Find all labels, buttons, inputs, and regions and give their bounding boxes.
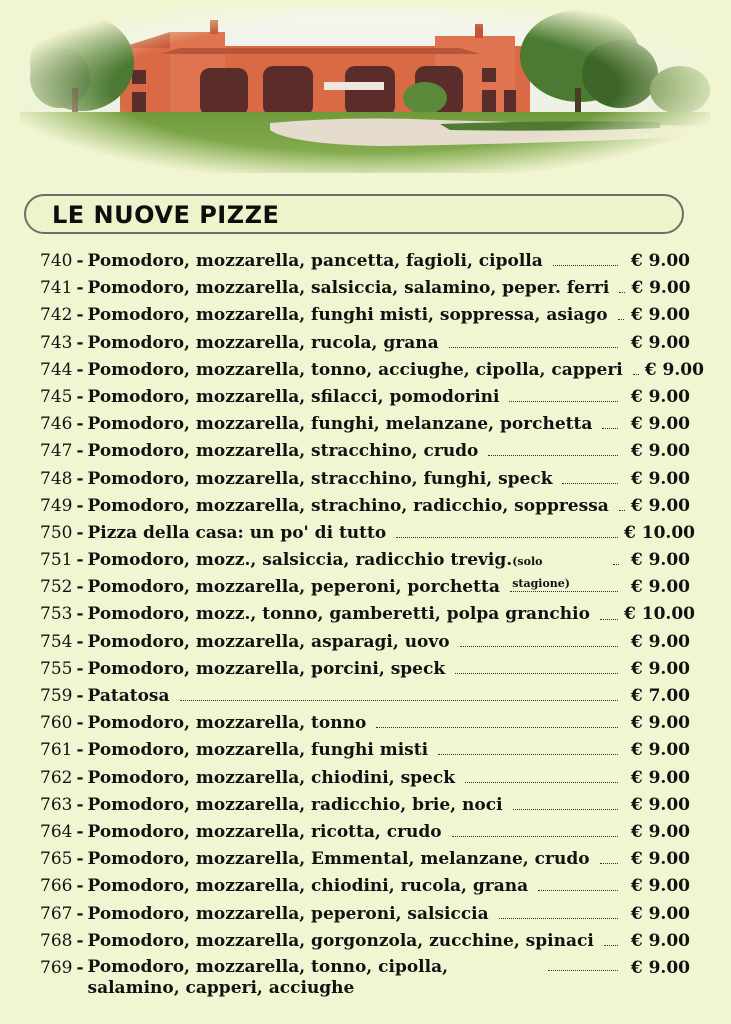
dot-leader bbox=[600, 619, 618, 620]
item-price: € 9.00 bbox=[630, 495, 690, 516]
item-number: 750 bbox=[40, 522, 73, 543]
item-number: 767 bbox=[40, 903, 73, 924]
item-number: 763 bbox=[40, 794, 73, 815]
item-note: (solo stagione) bbox=[512, 555, 571, 591]
item-number: 760 bbox=[40, 713, 73, 734]
item-price: € 10.00 bbox=[624, 604, 695, 625]
item-price: € 9.00 bbox=[630, 577, 690, 598]
item-description: Pomodoro, mozzarella, chiodini, speck bbox=[87, 767, 455, 788]
item-description: Pomodoro, mozzarella, stracchino, crudo bbox=[87, 441, 479, 462]
dot-leader bbox=[619, 292, 625, 293]
dot-leader bbox=[499, 918, 618, 919]
menu-item-759 bbox=[40, 685, 690, 712]
item-number: 740 bbox=[40, 251, 73, 271]
item-description: Pomodoro, mozz., tonno, gamberetti, polpa granchio bbox=[87, 604, 590, 625]
restaurant-photo bbox=[20, 8, 710, 173]
menu-item-753 bbox=[40, 603, 695, 630]
dot-leader bbox=[510, 591, 618, 592]
menu-item-760 bbox=[40, 712, 690, 739]
separator: - bbox=[76, 767, 84, 788]
item-price: € 9.00 bbox=[630, 332, 690, 353]
section-header bbox=[24, 194, 684, 234]
dot-leader bbox=[488, 455, 618, 456]
item-price: € 9.00 bbox=[630, 386, 690, 407]
dot-leader bbox=[449, 347, 618, 348]
dot-leader bbox=[619, 510, 625, 511]
item-price: € 9.00 bbox=[630, 930, 690, 951]
dot-leader bbox=[604, 945, 618, 946]
menu-item-742 bbox=[40, 304, 690, 331]
item-description: Pomodoro, mozzarella, strachino, radicchio, soppressa bbox=[87, 495, 609, 516]
separator: - bbox=[76, 821, 84, 842]
item-number: 746 bbox=[40, 414, 73, 435]
menu-item-766 bbox=[40, 875, 690, 902]
separator: - bbox=[76, 468, 84, 489]
dot-leader bbox=[438, 754, 618, 755]
menu-item-765 bbox=[40, 848, 690, 875]
dot-leader bbox=[513, 809, 618, 810]
item-number: 753 bbox=[40, 604, 73, 625]
item-price: € 9.00 bbox=[630, 251, 690, 271]
menu-item-763 bbox=[40, 794, 690, 821]
dot-leader bbox=[548, 970, 618, 971]
item-price: € 9.00 bbox=[630, 305, 690, 326]
item-number: 766 bbox=[40, 876, 73, 897]
separator: - bbox=[76, 522, 84, 543]
dot-leader bbox=[602, 428, 618, 429]
item-number: 768 bbox=[40, 930, 73, 951]
item-description: Pomodoro, mozzarella, chiodini, rucola, grana bbox=[87, 876, 529, 897]
menu-item-768 bbox=[40, 930, 690, 957]
item-description: Pomodoro, mozzarella, funghi misti bbox=[87, 740, 429, 761]
menu-item-747 bbox=[40, 440, 690, 467]
item-description: Pomodoro, mozzarella, radicchio, brie, noci bbox=[87, 794, 503, 815]
item-price: € 9.00 bbox=[630, 414, 690, 435]
item-price: € 9.00 bbox=[630, 658, 690, 679]
menu-item-754 bbox=[40, 631, 690, 658]
item-number: 747 bbox=[40, 441, 73, 462]
separator: - bbox=[76, 686, 84, 706]
item-description: Pomodoro, mozz., salsiccia, radicchio trevig. bbox=[87, 550, 513, 571]
item-number: 759 bbox=[40, 686, 73, 706]
item-description: Pomodoro, mozzarella, funghi, melanzane, porchetta bbox=[87, 414, 593, 435]
item-description: Pomodoro, mozzarella, tonno, cipolla, salamino, capperi, acciughe bbox=[87, 956, 449, 998]
separator: - bbox=[76, 386, 84, 407]
item-price: € 9.00 bbox=[644, 359, 704, 380]
item-price: € 9.00 bbox=[630, 903, 690, 924]
dot-leader bbox=[633, 374, 639, 375]
item-price: € 9.00 bbox=[630, 957, 690, 978]
item-number: 762 bbox=[40, 767, 73, 788]
item-number: 744 bbox=[40, 359, 73, 380]
separator: - bbox=[76, 631, 84, 652]
separator: - bbox=[76, 359, 84, 380]
separator: - bbox=[76, 903, 84, 924]
menu-item-767 bbox=[40, 903, 690, 930]
menu-item-745 bbox=[40, 386, 690, 413]
item-number: 754 bbox=[40, 631, 73, 652]
separator: - bbox=[76, 414, 84, 435]
menu-item-769 bbox=[40, 957, 690, 1005]
dot-leader bbox=[509, 401, 618, 402]
item-description: Pomodoro, mozzarella, ricotta, crudo bbox=[87, 821, 442, 842]
item-description: Patatosa bbox=[87, 686, 170, 706]
separator: - bbox=[76, 495, 84, 516]
separator: - bbox=[76, 550, 84, 571]
separator: - bbox=[76, 876, 84, 897]
separator: - bbox=[76, 794, 84, 815]
item-price: € 9.00 bbox=[631, 278, 691, 299]
item-price: € 9.00 bbox=[630, 550, 690, 571]
menu-item-744 bbox=[40, 359, 704, 386]
separator: - bbox=[76, 278, 84, 299]
item-description: Pomodoro, mozzarella, peperoni, porchetta bbox=[87, 577, 500, 598]
item-description: Pizza della casa: un po' di tutto bbox=[87, 522, 387, 543]
separator: - bbox=[76, 930, 84, 951]
item-price: € 9.00 bbox=[630, 876, 690, 897]
dot-leader bbox=[618, 319, 624, 320]
dot-leader bbox=[452, 836, 618, 837]
item-price: € 9.00 bbox=[630, 740, 690, 761]
menu-item-755 bbox=[40, 658, 690, 685]
separator: - bbox=[76, 658, 84, 679]
separator: - bbox=[76, 604, 84, 625]
separator: - bbox=[76, 441, 84, 462]
item-number: 769 bbox=[40, 957, 73, 978]
item-number: 752 bbox=[40, 577, 73, 598]
item-description: Pomodoro, mozzarella, rucola, grana bbox=[87, 332, 439, 353]
item-price: € 9.00 bbox=[630, 468, 690, 489]
menu-item-749 bbox=[40, 495, 690, 522]
menu-item-743 bbox=[40, 332, 690, 359]
menu-item-746 bbox=[40, 413, 690, 440]
menu-item-752 bbox=[40, 576, 690, 603]
item-number: 742 bbox=[40, 305, 73, 326]
item-description: Pomodoro, mozzarella, stracchino, funghi, speck bbox=[87, 468, 553, 489]
item-price: € 9.00 bbox=[630, 713, 690, 734]
separator: - bbox=[76, 577, 84, 598]
item-description: Pomodoro, mozzarella, Emmental, melanzane, crudo bbox=[87, 849, 590, 870]
item-description: Pomodoro, mozzarella, peperoni, salsiccia bbox=[87, 903, 489, 924]
menu-item-748 bbox=[40, 468, 690, 495]
item-description: Pomodoro, mozzarella, funghi misti, soppressa, asiago bbox=[87, 305, 608, 326]
menu-item-740 bbox=[40, 250, 690, 277]
menu-item-750 bbox=[40, 522, 695, 549]
item-description: Pomodoro, mozzarella, porcini, speck bbox=[87, 658, 446, 679]
dot-leader bbox=[538, 890, 618, 891]
separator: - bbox=[76, 740, 84, 761]
item-price: € 9.00 bbox=[630, 849, 690, 870]
separator: - bbox=[76, 251, 84, 271]
dot-leader bbox=[376, 727, 618, 728]
section-title: LE NUOVE PIZZE bbox=[52, 201, 280, 229]
menu-item-762 bbox=[40, 767, 690, 794]
item-number: 743 bbox=[40, 332, 73, 353]
dot-leader bbox=[460, 646, 618, 647]
item-number: 751 bbox=[40, 550, 73, 571]
dot-leader bbox=[613, 564, 619, 565]
item-description: Pomodoro, mozzarella, salsiccia, salamino, peper. ferri bbox=[87, 278, 610, 299]
item-number: 749 bbox=[40, 495, 73, 516]
menu-item-741 bbox=[40, 277, 690, 304]
menu-item-764 bbox=[40, 821, 690, 848]
item-price: € 9.00 bbox=[630, 631, 690, 652]
item-number: 755 bbox=[40, 658, 73, 679]
item-description: Pomodoro, mozzarella, asparagi, uovo bbox=[87, 631, 450, 652]
dot-leader bbox=[396, 537, 618, 538]
separator: - bbox=[76, 957, 84, 978]
item-description: Pomodoro, mozzarella, tonno, acciughe, cipolla, capperi bbox=[87, 359, 623, 380]
dot-leader bbox=[465, 782, 618, 783]
separator: - bbox=[76, 849, 84, 870]
item-number: 764 bbox=[40, 821, 73, 842]
dot-leader bbox=[562, 483, 618, 484]
item-price: € 9.00 bbox=[630, 441, 690, 462]
separator: - bbox=[76, 332, 84, 353]
item-number: 761 bbox=[40, 740, 73, 761]
item-price: € 9.00 bbox=[630, 794, 690, 815]
item-number: 748 bbox=[40, 468, 73, 489]
item-price: € 10.00 bbox=[624, 522, 695, 543]
dot-leader bbox=[600, 863, 618, 864]
item-number: 745 bbox=[40, 386, 73, 407]
menu-item-761 bbox=[40, 739, 690, 766]
item-description: Pomodoro, mozzarella, pancetta, fagioli, cipolla bbox=[87, 251, 543, 271]
separator: - bbox=[76, 713, 84, 734]
pizza-menu-list bbox=[40, 250, 704, 1005]
item-description: Pomodoro, mozzarella, gorgonzola, zucchine, spinaci bbox=[87, 930, 594, 951]
dot-leader bbox=[180, 700, 618, 701]
dot-leader bbox=[455, 673, 618, 674]
item-number: 741 bbox=[40, 278, 73, 299]
item-price: € 9.00 bbox=[630, 821, 690, 842]
item-description: Pomodoro, mozzarella, sfilacci, pomodorini bbox=[87, 386, 500, 407]
separator: - bbox=[76, 305, 84, 326]
item-number: 765 bbox=[40, 849, 73, 870]
item-price: € 9.00 bbox=[630, 767, 690, 788]
dot-leader bbox=[553, 265, 618, 266]
item-description: Pomodoro, mozzarella, tonno bbox=[87, 713, 367, 734]
item-price: € 7.00 bbox=[630, 686, 690, 706]
